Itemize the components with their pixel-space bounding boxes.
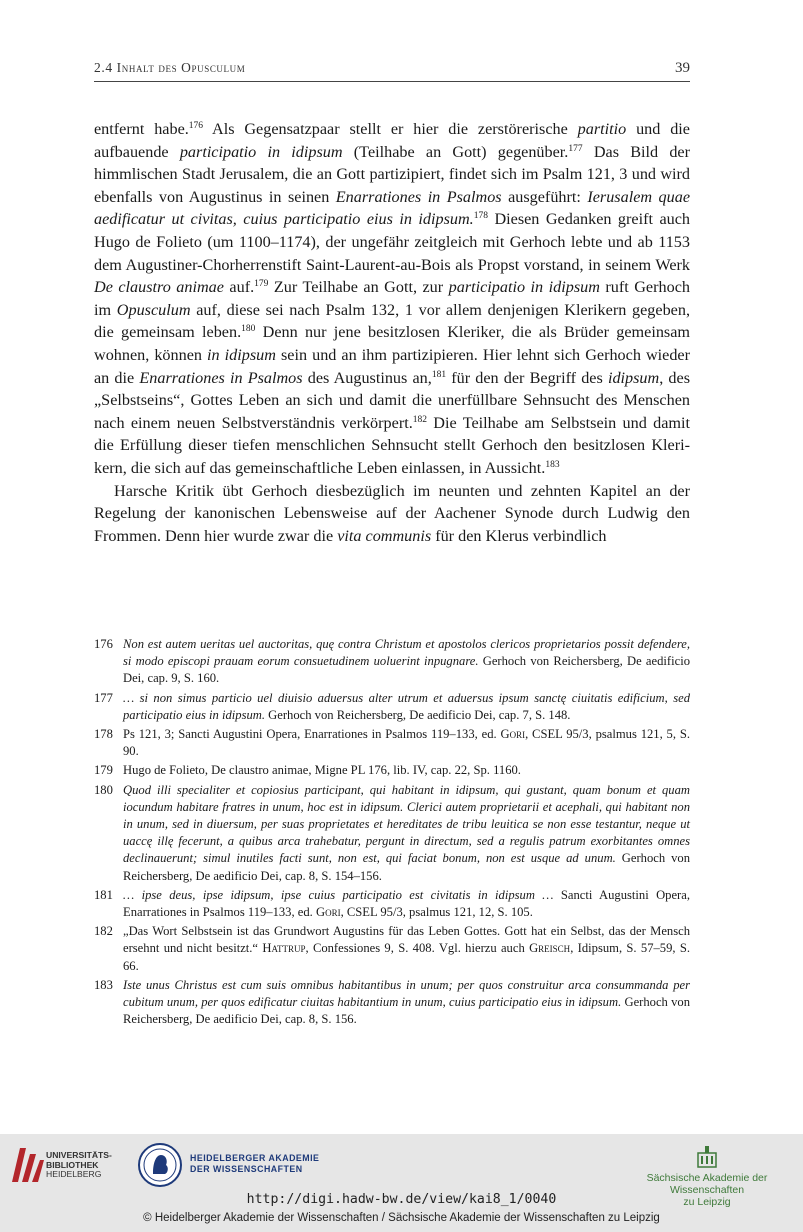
italic-text: … si non simus particio uel diuisio aduersus alter utrum et aduersus ipsum sanctę ciuitatis edificium, sed participatio eius in idipsum. [123, 690, 690, 722]
ub-logo-text: UNIVERSITÄTS- BIBLIOTHEK HEIDELBERG [46, 1150, 112, 1180]
text-run: ausgeführt: [501, 187, 588, 206]
footnote-text [123, 977, 690, 1029]
footnote-number: 177 [94, 690, 113, 705]
footnote-ref: 176 [188, 121, 204, 131]
italic-text: Non est autem ueritas uel auctoritas, quę contra Christum et apostolos clericos proprietarios possit defendere, si modo episcopi prauam eorum consuetudinem uoluerint inpugnare. [123, 637, 690, 669]
author-name: Greisch [529, 941, 571, 956]
text-run: Diesen Gedanken greift auch Hugo de Folieto (um 1100–1174), der ungefähr zeitgleich mit Gerhoch lebte und ab 1153 dem Augustiner-Chorherrenstift Saint-Laurent-au-Bois als Propst vorstand, in seinem Werk [94, 210, 691, 274]
footnote-number: 178 [94, 727, 113, 742]
source-url-link[interactable]: http://digi.hadw-bw.de/view/kai8_1/0040 [246, 1192, 557, 1207]
italic-text: vita communis [337, 526, 432, 545]
main-text [94, 118, 690, 547]
footnote-text [123, 762, 690, 779]
italic-text: Opusculum [116, 300, 191, 319]
page-number: 39 [675, 60, 690, 76]
text-run: Das Bild der himmlischen Stadt Jerusalem, die an Gott partizipiert, findet sich im Psalm 121, 3 und wird ebenfalls von Augustinus in seinen [94, 142, 690, 206]
italic-text: Ierusalem quae aedificatur ut civitas, cuius participatio eius in idipsum. [94, 187, 691, 229]
footnote-text [123, 726, 690, 760]
text-run: „Das Wort Selbstsein ist das Grundwort Augustins für das Leben Gottes. Gott hat ein Selbst, das der Mensch ersehnt und nicht besitzt.“ [123, 924, 690, 956]
footnote-number: 179 [94, 763, 113, 778]
footnote-ref: 182 [412, 414, 427, 425]
footnote-number: 176 [94, 637, 113, 651]
footnote [94, 977, 690, 1029]
italic-text: Quod illi specialiter et copiosius participant, qui habitant in idipsum, qui gustant, quam bonum et quam iocundum habitare fratres in unum, hoc est in idipsum. Clerici autem proprietarii et acephali, qui habitant non in unum, sed in diuersum, per suas proprietates et hereditates de tribu leuitica se non esse testantur, neque ut uaccę illę fecerunt, a quibus arca trahebatur, pergunt in directum, sed a regulis patrum exorbitantes omnes declinauerunt; simul inutiles facti sunt, non est, qui faciat bonum, non est usque ad unum. [123, 782, 690, 866]
text-run: für den der Begriff des [446, 368, 608, 387]
text-run: Ps 121, 3; Sancti Augustini Opera, Enarrationes in Psalmos 119–133, ed. [123, 727, 501, 742]
text-run: auf. [223, 278, 255, 297]
footnotes [94, 636, 690, 1030]
text-run: Zur Teilhabe an Gott, zur [268, 278, 449, 297]
footnote-text [123, 782, 690, 885]
text-run: für den Klerus verbindlich [431, 526, 607, 545]
italic-text: De claustro animae [94, 278, 224, 297]
footnote [94, 726, 690, 760]
footnote-number: 181 [94, 887, 113, 902]
text-run: Denn nur jene besitzlosen Kleriker, die als Brüder gemeinsam wohnen, können [94, 323, 690, 364]
text-run: , des „Selbstseins“, Gottes Leben an sich und damit die unerfüllbare Sehnsucht des Menschen nach einem neuen Selbstverständnis verkörpert. [94, 368, 691, 432]
italic-text: … ipse deus, ipse idipsum, ipse cuius participatio est civitatis in idipsum … [123, 887, 554, 902]
text-run: (Teilhabe an Gott) gegenüber. [342, 142, 569, 161]
text-run: Als Gegensatzpaar stellt er hier die zerstörerische [203, 120, 578, 138]
author-name: Gori [315, 905, 341, 920]
hadw-logo-text: HEIDELBERGER AKADEMIE DER WISSENSCHAFTEN [190, 1153, 320, 1174]
footnote-ref: 179 [254, 279, 269, 290]
italic-text: idipsum [607, 368, 660, 387]
text-run: , Confessiones 9, S. 408. Vgl. hierzu auch [305, 941, 530, 956]
section-title: 2.4 Inhalt des Opusculum [94, 60, 246, 75]
footnote-text [123, 887, 690, 921]
footnote [94, 762, 690, 779]
text-run: Gerhoch von Reichersberg, De aedificio Dei, cap. 7, S. 148. [265, 707, 571, 722]
paragraph [94, 118, 690, 480]
footnote-text [123, 690, 690, 724]
text-run: entfernt habe. [94, 120, 189, 138]
footnote-ref: 183 [545, 459, 560, 470]
saw-logo-text: Sächsische Akademie der Wissenschaften zu Leipzig [646, 1172, 768, 1208]
italic-text: participatio in idipsum [448, 278, 600, 297]
footnote [94, 782, 690, 885]
text-run: auf, diese sei nach Psalm 132, 1 vor allem denjenigen Klerikern gegeben, die gemeinsam leben. [94, 300, 690, 342]
text-run: , Idipsum, S. 57–59, S. 66. [123, 941, 691, 973]
footnote-ref: 178 [473, 211, 488, 222]
footnote-number: 182 [94, 924, 113, 939]
italic-text: participatio in idipsum [179, 142, 343, 161]
paragraph [94, 480, 690, 548]
footnote-ref: 177 [568, 143, 583, 154]
text-run: Gerhoch von Reichersberg, De aedificio Dei, cap. 8, S. 156. [123, 995, 691, 1027]
text-run: Gerhoch von Reichersberg, De aedificio Dei, cap. 9, S. 160. [123, 654, 690, 686]
author-name: Gori [500, 727, 526, 742]
text-run: sein und an ihm partizipieren. Hier lehnt sich Gerhoch wieder an die [94, 345, 691, 387]
saw-building-icon[interactable] [696, 1143, 718, 1169]
footnote [94, 887, 690, 921]
copyright-notice: © Heidelberger Akademie der Wissenschaften / Sächsische Akademie der Wissenschaften zu Leipzig [143, 1212, 660, 1224]
italic-text: Enarrationes in Psalmos [335, 187, 502, 206]
footnote-text [123, 636, 690, 688]
text-run: Hugo de Folieto, De claustro animae, Migne PL 176, lib. IV, cap. 22, Sp. 1160. [123, 763, 521, 778]
text-run: , CSEL 95/3, psalmus 121, 12, S. 105. [340, 905, 533, 920]
text-run: und die aufbauende [94, 120, 690, 161]
italic-text: Iste unus Christus est cum suis omnibus habitantibus in unum; per quos construitur arca consummanda per cubitum unum, per quos edificatur ciuitas habitantium in unum, cuius participatio eius in idipsum. [123, 977, 690, 1010]
text-run: des Augustinus an, [302, 368, 432, 387]
running-head [94, 60, 690, 82]
text-run: Sancti Augustini Opera, Enarrationes in Psalmos 119–133, ed. [123, 887, 690, 920]
text-run: , CSEL 95/3, psalmus 121, 5, S. 90. [123, 727, 690, 759]
footnote [94, 690, 690, 724]
italic-text: partitio [577, 120, 627, 138]
ub-logo-mark-icon [12, 1148, 44, 1182]
italic-text: in idipsum [207, 345, 276, 364]
footnote-text [123, 923, 690, 975]
author-name: Hattrup [262, 941, 306, 956]
text-run: ruft Gerhoch im [94, 278, 690, 319]
italic-text: Enarrationes in Psalmos [139, 368, 303, 387]
footnote-ref: 180 [241, 324, 256, 335]
footnote-number: 180 [94, 782, 113, 797]
text-run: Gerhoch von Reichersberg, De aedificio Dei, cap. 8, S. 154–156. [123, 851, 690, 883]
text-run: Harsche Kritik übt Gerhoch diesbezüglich im neunten und zehnten Kapitel an der Regelung der kanonischen Lebensweise auf der Aachener Synode durch Ludwig den Frommen. Denn hier wurde zwar die [94, 481, 690, 545]
footnote [94, 636, 690, 688]
hadw-seal-icon[interactable] [138, 1143, 182, 1187]
text-run: Die Teilhabe am Selbstsein und damit die Erfüllung dieser tiefen menschlichen Sehnsucht stellt Gerhoch den besitzlosen Klerikern, die sich auf das gemeinschaftliche Leben einlassen, in Aussicht. [94, 413, 690, 477]
footnote [94, 923, 690, 975]
footnote-number: 183 [94, 977, 113, 992]
footnote-ref: 181 [431, 369, 447, 380]
